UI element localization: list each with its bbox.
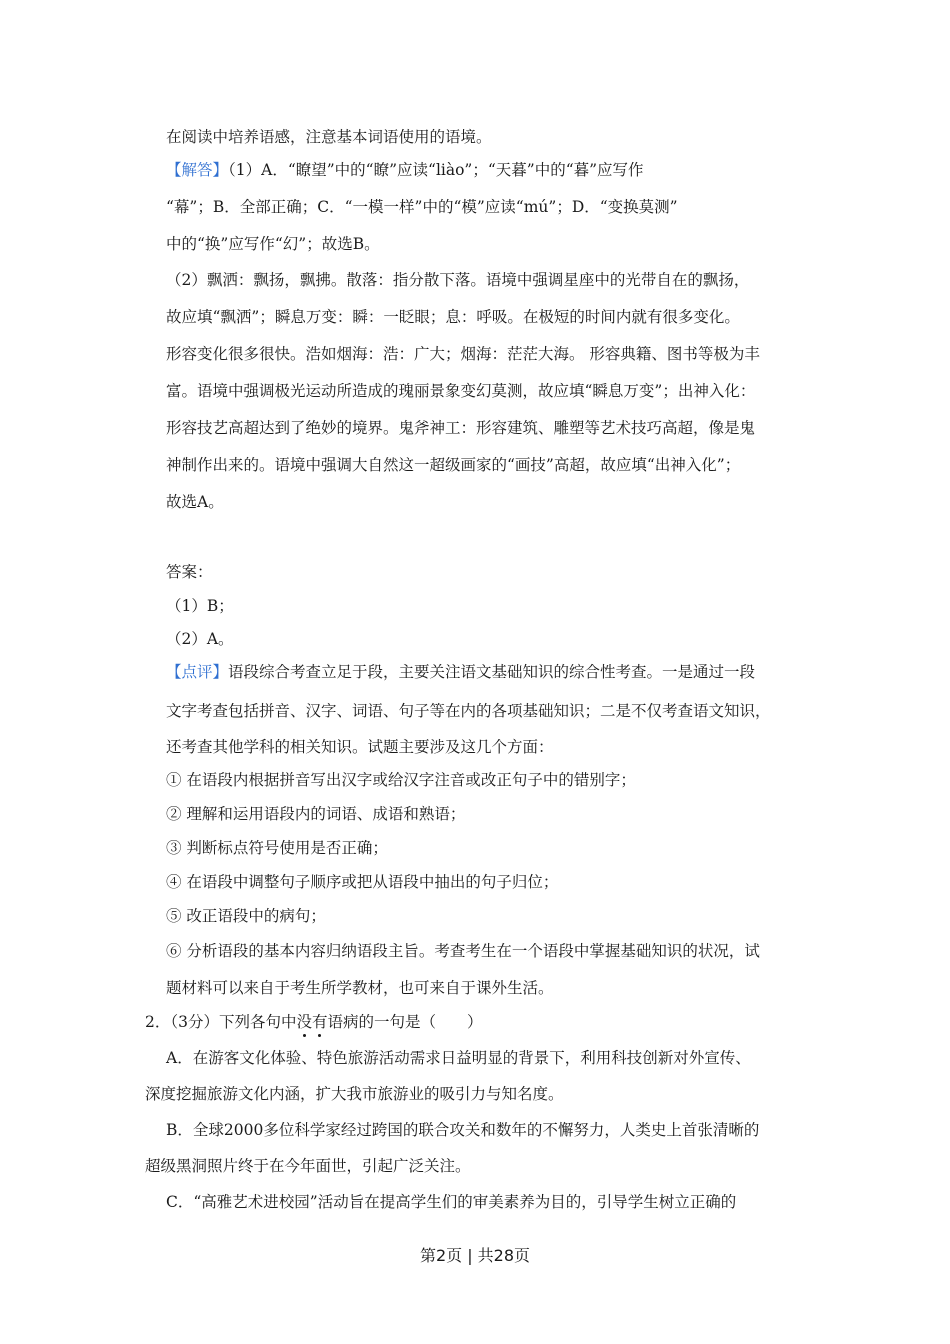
text-line: 神制作出来的。语境中强调大自然这一超级画家的“画技”高超，故应填“出神入化”； xyxy=(166,456,741,474)
text-line xyxy=(166,661,755,683)
text-line: 文字考查包括拼音、汉字、词语、句子等在内的各项基础知识；二是不仅考查语文知识， xyxy=(166,702,771,720)
text-line: 故选A。 xyxy=(166,493,224,511)
list-item: ⑤ 改正语段中的病句； xyxy=(166,907,326,925)
emphasis-char: 有 xyxy=(312,1013,328,1031)
list-item: ⑥ 分析语段的基本内容归纳语段主旨。考查考生在一个语段中掌握基础知识的状况，试 xyxy=(166,942,760,960)
text-span: 2．（3分）下列各句中 xyxy=(145,1013,297,1031)
answer-tag: 【解答】 xyxy=(166,161,229,179)
review-tag: 【点评】 xyxy=(166,663,229,681)
question-stem xyxy=(145,1011,483,1033)
answer-label: 答案： xyxy=(166,563,213,581)
text-line: 还考查其他学科的相关知识。试题主要涉及这几个方面： xyxy=(166,738,554,756)
text-line xyxy=(166,159,644,181)
list-item: ② 理解和运用语段内的词语、成语和熟语； xyxy=(166,805,466,823)
answer-item: （2）A。 xyxy=(166,630,234,648)
emphasis-char: 没 xyxy=(296,1013,312,1031)
text-line: 故应填“飘洒”；瞬息万变：瞬：一眨眼；息：呼吸。在极短的时间内就有很多变化。 xyxy=(166,308,740,326)
text-span: 语病的一句是（ ） xyxy=(327,1013,483,1031)
text-line: 形容技艺高超达到了绝妙的境界。鬼斧神工：形容建筑、雕塑等艺术技巧高超，像是鬼 xyxy=(166,419,756,437)
text-line: 富。语境中强调极光运动所造成的瑰丽景象变幻莫测，故应填“瞬息万变”；出神入化： xyxy=(166,382,756,400)
option-b: B．全球2000多位科学家经过跨国的联合攻关和数年的不懈努力，人类史上首张清晰的 xyxy=(166,1121,760,1139)
text-line: 题材料可以来自于考生所学教材，也可来自于课外生活。 xyxy=(166,979,554,997)
option-a-cont: 深度挖掘旅游文化内涵，扩大我市旅游业的吸引力与知名度。 xyxy=(145,1085,564,1103)
text-line: （2）飘洒：飘扬，飘拂。散落：指分散下落。语境中强调星座中的光带自在的飘扬， xyxy=(166,271,750,289)
text-span: （1）A．“瞭望”中的“瞭”应读“liào”；“天暮”中的“暮”应写作 xyxy=(228,161,644,179)
option-b-cont: 超级黑洞照片终于在今年面世，引起广泛关注。 xyxy=(145,1157,471,1175)
option-c: C．“高雅艺术进校园”活动旨在提高学生们的审美素养为目的，引导学生树立正确的 xyxy=(166,1193,737,1211)
list-item: ① 在语段内根据拼音写出汉字或给汉字注音或改正句子中的错别字； xyxy=(166,771,636,789)
text-span: 语段综合考查立足于段，主要关注语文基础知识的综合性考查。一是通过一段 xyxy=(228,663,756,681)
list-item: ③ 判断标点符号使用是否正确； xyxy=(166,839,388,857)
option-a: A．在游客文化体验、特色旅游活动需求日益明显的背景下，利用科技创新对外宣传、 xyxy=(166,1049,751,1067)
list-item: ④ 在语段中调整句子顺序或把从语段中抽出的句子归位； xyxy=(166,873,559,891)
answer-item: （1）B； xyxy=(166,597,234,615)
text-line: “幕”；B．全部正确；C．“一模一样”中的“模”应读“mú”；D．“变换莫测” xyxy=(166,198,678,216)
text-line: 形容变化很多很快。浩如烟海：浩：广大；烟海：茫茫大海。 形容典籍、图书等极为丰 xyxy=(166,345,760,363)
page-footer: 第2页 | 共28页 xyxy=(419,1246,531,1265)
text-line: 在阅读中培养语感，注意基本词语使用的语境。 xyxy=(166,128,492,146)
text-line: 中的“换”应写作“幻”；故选B。 xyxy=(166,235,380,253)
